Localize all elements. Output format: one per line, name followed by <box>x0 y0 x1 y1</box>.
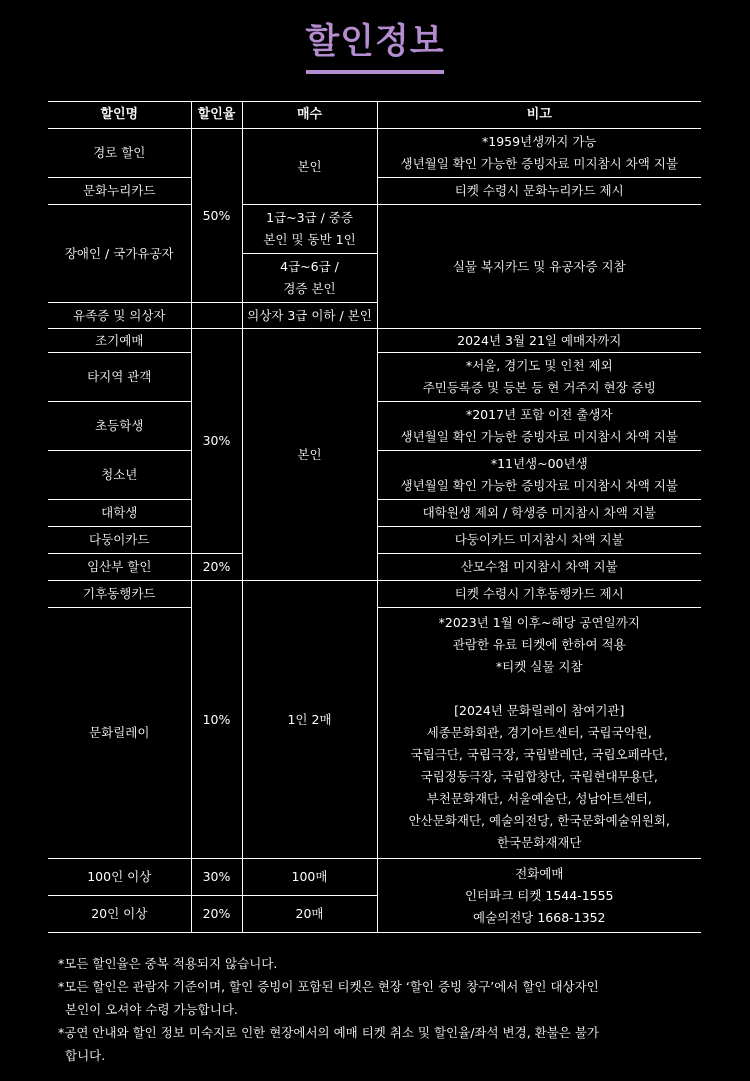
cell-qty: 1인 2매 <box>242 581 377 859</box>
header-rate: 할인율 <box>191 102 242 129</box>
cell-name: 타지역 관객 <box>48 353 191 402</box>
cell-note <box>377 129 701 178</box>
cell-name: 대학생 <box>48 500 191 527</box>
title-underline <box>306 70 444 74</box>
title-block <box>0 18 750 74</box>
discount-table <box>48 101 701 933</box>
page-title: 할인정보 <box>305 22 445 62</box>
note-line: 예술의전당 1668-1352 <box>473 909 606 925</box>
cell-note: 실물 복지카드 및 유공자증 지참 <box>377 205 701 329</box>
cell-note <box>377 402 701 451</box>
header-note: 비고 <box>377 102 701 129</box>
cell-rate: 20% <box>191 554 242 581</box>
note-line: 주민등록증 및 등본 등 현 거주지 현장 증빙 <box>422 380 656 395</box>
cell-note <box>377 859 701 933</box>
footnote: *모든 할인율은 중복 적용되지 않습니다. <box>58 956 278 971</box>
footnote: *모든 할인은 관람자 기준이며, 할인 증빙이 포함된 티켓은 현장 ‘할인 증빙 창구’에서 할인 대상자인 <box>58 979 599 994</box>
cell-name: 경로 할인 <box>48 129 191 178</box>
note-line: *2017년 포함 이전 출생자 <box>465 407 613 422</box>
cell-qty: 100매 <box>242 859 377 896</box>
note-line: *서울, 경기도 및 인천 제외 <box>465 358 613 373</box>
footnote: *공연 안내와 할인 정보 미숙지로 인한 현장에서의 예매 티켓 취소 및 할인율/좌석 변경, 환불은 불가 <box>58 1025 599 1040</box>
note-line: *11년생~00년생 <box>490 456 588 471</box>
header-qty: 매수 <box>242 102 377 129</box>
note-line <box>382 678 698 700</box>
footnotes <box>58 952 698 1067</box>
cell-note: 티켓 수령시 기후동행카드 제시 <box>377 581 701 608</box>
cell-name: 20인 이상 <box>48 896 191 933</box>
cell-qty: 본인 <box>242 129 377 205</box>
cell-name: 문화릴레이 <box>48 608 191 859</box>
table-header-row <box>48 102 701 129</box>
note-line: 전화예매 <box>515 865 564 881</box>
cell-name: 조기예매 <box>48 329 191 353</box>
note-line: 한국문화재재단 <box>496 835 582 850</box>
cell-qty: 본인 <box>242 329 377 581</box>
note-line: 세종문화회관, 경기아트센터, 국립국악원, <box>426 725 652 740</box>
cell-name: 장애인 / 국가유공자 <box>48 205 191 303</box>
note-line: *티켓 실물 지참 <box>495 659 583 674</box>
cell-note <box>377 353 701 402</box>
qty-line: 1급~3급 / 중증 <box>266 210 353 225</box>
table-row <box>48 205 701 254</box>
table-row <box>48 129 701 178</box>
cell-qty <box>242 205 377 254</box>
note-line: 국립극단, 국립극장, 국립발레단, 국립오페라단, <box>410 747 668 762</box>
cell-note: 산모수첩 미지참시 차액 지불 <box>377 554 701 581</box>
cell-note: 대학원생 제외 / 학생증 미지참시 차액 지불 <box>377 500 701 527</box>
note-line: [2024년 문화릴레이 참여기관] <box>454 703 625 718</box>
cell-name: 유족증 및 의상자 <box>48 303 191 329</box>
cell-rate-empty <box>191 303 242 329</box>
cell-name: 100인 이상 <box>48 859 191 896</box>
cell-rate: 50% <box>191 129 242 303</box>
cell-note <box>377 608 701 859</box>
note-line: 국립정동극장, 국립합창단, 국립현대무용단, <box>420 769 658 784</box>
table-row <box>48 329 701 353</box>
cell-rate: 20% <box>191 896 242 933</box>
cell-rate: 30% <box>191 859 242 896</box>
table-row <box>48 581 701 608</box>
cell-name: 기후동행카드 <box>48 581 191 608</box>
qty-line: 본인 및 동반 1인 <box>263 232 356 247</box>
cell-qty: 20매 <box>242 896 377 933</box>
cell-note <box>377 451 701 500</box>
note-line: 관람한 유료 티켓에 한하여 적용 <box>452 637 626 652</box>
cell-note: 2024년 3월 21일 예매자까지 <box>377 329 701 353</box>
header-name: 할인명 <box>48 102 191 129</box>
cell-qty: 의상자 3급 이하 / 본인 <box>242 303 377 329</box>
qty-line: 4급~6급 / <box>280 259 339 274</box>
note-line: 인터파크 티켓 1544-1555 <box>464 887 614 903</box>
cell-rate: 30% <box>191 329 242 554</box>
note-line: 생년월일 확인 가능한 증빙자료 미지참시 차액 지불 <box>400 478 678 493</box>
note-line: *1959년생까지 가능 <box>482 134 597 149</box>
note-line: *2023년 1월 이후~해당 공연일까지 <box>438 615 640 630</box>
cell-qty <box>242 254 377 303</box>
cell-name: 초등학생 <box>48 402 191 451</box>
note-line: 안산문화재단, 예술의전당, 한국문화예술위원회, <box>408 813 670 828</box>
cell-name: 청소년 <box>48 451 191 500</box>
qty-line: 경증 본인 <box>283 281 336 296</box>
cell-name: 문화누리카드 <box>48 178 191 205</box>
cell-note: 티켓 수령시 문화누리카드 제시 <box>377 178 701 205</box>
cell-note: 다둥이카드 미지참시 차액 지불 <box>377 527 701 554</box>
cell-name: 임산부 할인 <box>48 554 191 581</box>
note-line: 생년월일 확인 가능한 증빙자료 미지참시 차액 지불 <box>400 429 678 444</box>
footnote: 본인이 오셔야 수령 가능합니다. <box>65 1002 238 1017</box>
table-row <box>48 859 701 896</box>
footnote: 합니다. <box>65 1048 106 1063</box>
note-line: 부천문화재단, 서울예술단, 성남아트센터, <box>426 791 652 806</box>
note-line: 생년월일 확인 가능한 증빙자료 미지참시 차액 지불 <box>400 156 678 171</box>
cell-rate: 10% <box>191 581 242 859</box>
cell-name: 다둥이카드 <box>48 527 191 554</box>
